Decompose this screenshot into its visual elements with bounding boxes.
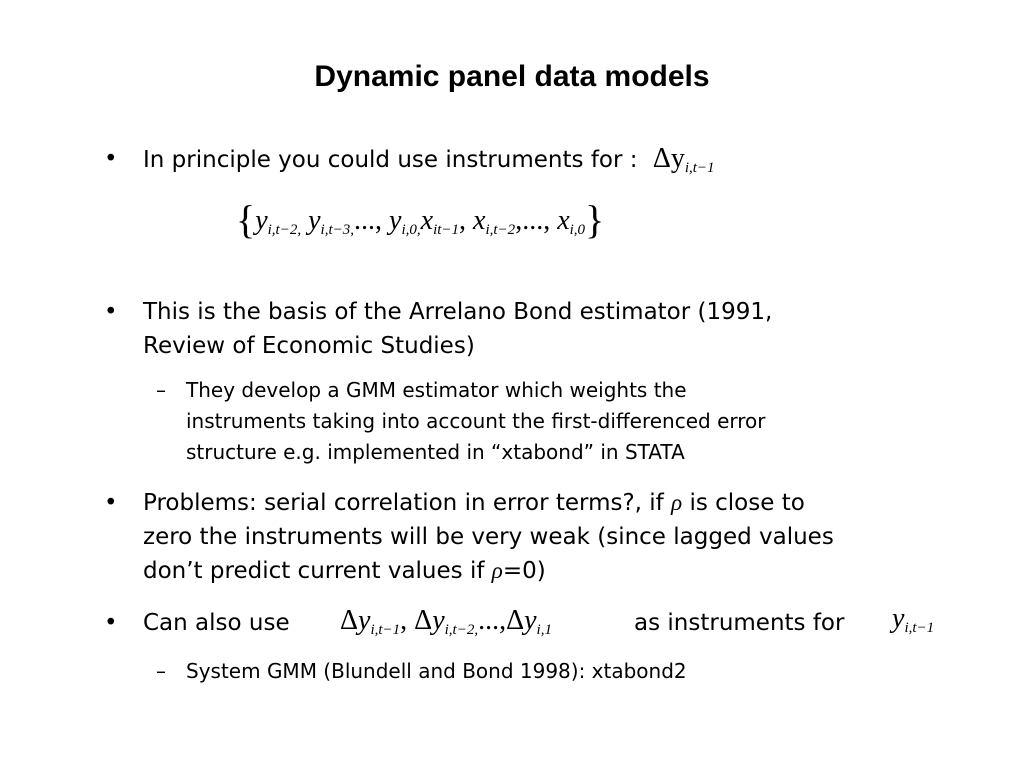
subbullet-text-line: They develop a GMM estimator which weights the: [186, 378, 687, 402]
bullet-text-line: Review of Economic Studies): [143, 333, 475, 359]
bullet-marker: •: [104, 610, 118, 636]
bullet-marker: •: [104, 490, 118, 516]
equation-lagged-differences: $\Delta y_{i,t-1}$, $\Delta y_{i,t-2,}...,\Delta y_{i,1}$: [340, 605, 552, 638]
bullet-text: Can also use: [143, 610, 290, 636]
rho-symbol: ρ: [491, 558, 503, 583]
rho-symbol: ρ: [671, 490, 683, 515]
bullet-text-line: Problems: serial correlation in error terms?, if ρ is close to: [143, 490, 805, 516]
bullet-marker: •: [104, 299, 118, 325]
subbullet-marker: –: [156, 659, 166, 683]
bullet-text: as instruments for: [634, 610, 845, 636]
bullet-text-line: This is the basis of the Arrelano Bond estimator (1991,: [143, 299, 773, 325]
bullet-marker: •: [104, 146, 118, 172]
bullet-text-line: don’t predict current values if ρ=0): [143, 558, 546, 584]
subbullet-text-line: System GMM (Blundell and Bond 1998): xtabond2: [186, 659, 687, 683]
subbullet-marker: –: [156, 378, 166, 402]
subbullet-text-line: structure e.g. implemented in “xtabond” in STATA: [186, 440, 685, 464]
subbullet-text-line: instruments taking into account the first-differenced error: [186, 409, 766, 433]
bullet-text-line: zero the instruments will be very weak (since lagged values: [143, 524, 834, 550]
equation-delta-y: $\Delta y_{i,t-1}$: [652, 143, 715, 176]
slide-title: Dynamic panel data models: [314, 60, 710, 93]
equation-instrument-set: {$y_{i,t-2,}$ $y_{i,t-3,}$..., $y_{i,0,}x_{it-1}$, $x_{i,t-2}$,..., $x_{i,0}$}: [236, 197, 605, 242]
equation-y-lag: $y_{i,t-1}$: [892, 603, 935, 636]
bullet-text: In principle you could use instruments for :: [143, 147, 638, 173]
